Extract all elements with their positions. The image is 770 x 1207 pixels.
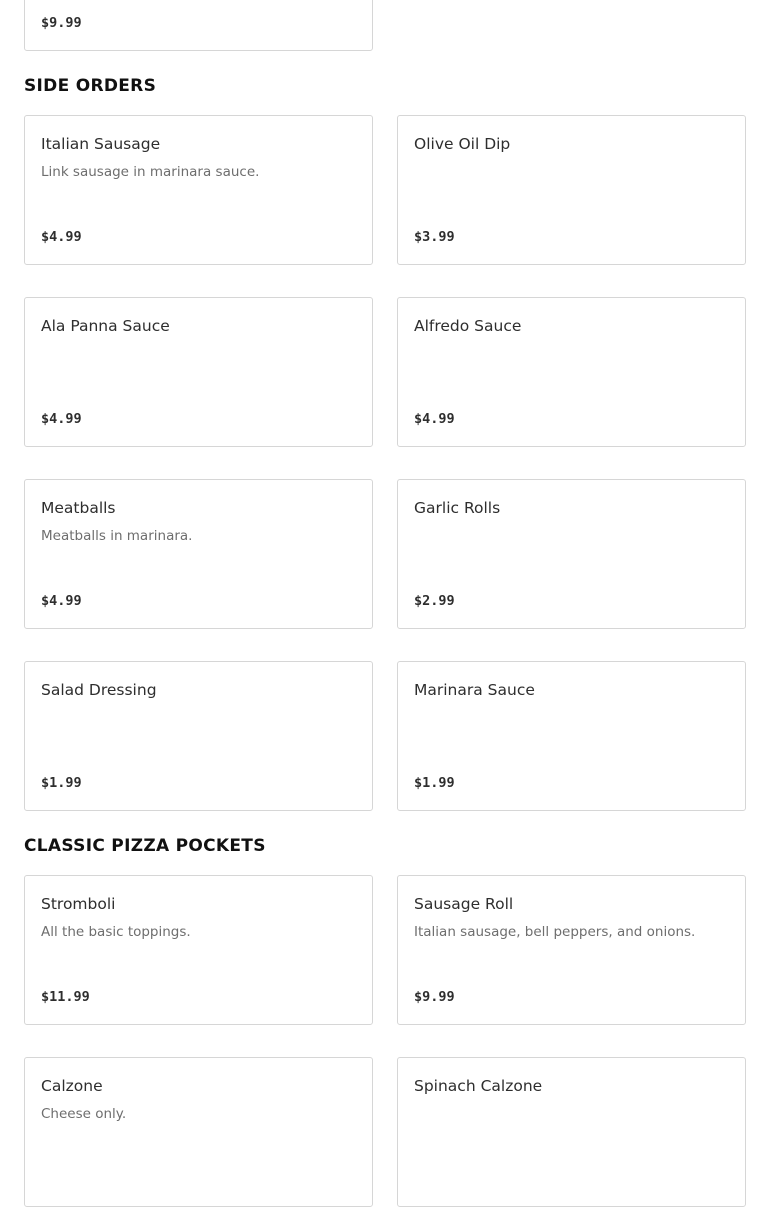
item-price: $1.99 — [414, 775, 455, 791]
item-name: Meatballs — [41, 499, 116, 517]
menu-item-card[interactable] — [397, 297, 746, 447]
menu-item-card[interactable] — [24, 0, 373, 51]
item-name: Calzone — [41, 1077, 103, 1095]
item-price: $4.99 — [41, 411, 82, 427]
section-title-side-orders: SIDE ORDERS — [24, 76, 157, 96]
menu-item-card[interactable] — [24, 1057, 373, 1207]
item-price: $3.99 — [414, 229, 455, 245]
menu-item-card[interactable] — [397, 1057, 746, 1207]
menu-item-card[interactable] — [24, 297, 373, 447]
item-description: Link sausage in marinara sauce. — [41, 164, 260, 180]
item-name: Olive Oil Dip — [414, 135, 511, 153]
item-name: Italian Sausage — [41, 135, 161, 153]
menu-item-card[interactable] — [397, 875, 746, 1025]
menu-item-card[interactable] — [397, 661, 746, 811]
menu-item-card[interactable] — [397, 479, 746, 629]
item-name: Spinach Calzone — [414, 1077, 543, 1095]
item-description: Italian sausage, bell peppers, and onions. — [414, 924, 696, 940]
item-price: $9.99 — [414, 989, 455, 1005]
item-name: Ala Panna Sauce — [41, 317, 170, 335]
menu-item-card[interactable] — [24, 479, 373, 629]
item-price: $4.99 — [41, 593, 82, 609]
menu-item-card[interactable] — [24, 661, 373, 811]
menu-item-card[interactable] — [24, 875, 373, 1025]
item-price: $2.99 — [414, 593, 455, 609]
item-price: $4.99 — [41, 229, 82, 245]
item-description: Meatballs in marinara. — [41, 528, 193, 544]
item-name: Salad Dressing — [41, 681, 157, 699]
item-price: $1.99 — [41, 775, 82, 791]
item-name: Alfredo Sauce — [414, 317, 522, 335]
item-price: $4.99 — [414, 411, 455, 427]
item-price: $9.99 — [41, 15, 82, 31]
menu-item-card[interactable] — [24, 115, 373, 265]
item-price: $11.99 — [41, 989, 90, 1005]
menu-item-card[interactable] — [397, 115, 746, 265]
item-name: Garlic Rolls — [414, 499, 501, 517]
item-description: Cheese only. — [41, 1106, 127, 1122]
item-name: Marinara Sauce — [414, 681, 535, 699]
item-name: Stromboli — [41, 895, 116, 913]
item-name: Sausage Roll — [414, 895, 514, 913]
item-description: All the basic toppings. — [41, 924, 191, 940]
section-title-classic-pizza-pockets: CLASSIC PIZZA POCKETS — [24, 836, 266, 856]
